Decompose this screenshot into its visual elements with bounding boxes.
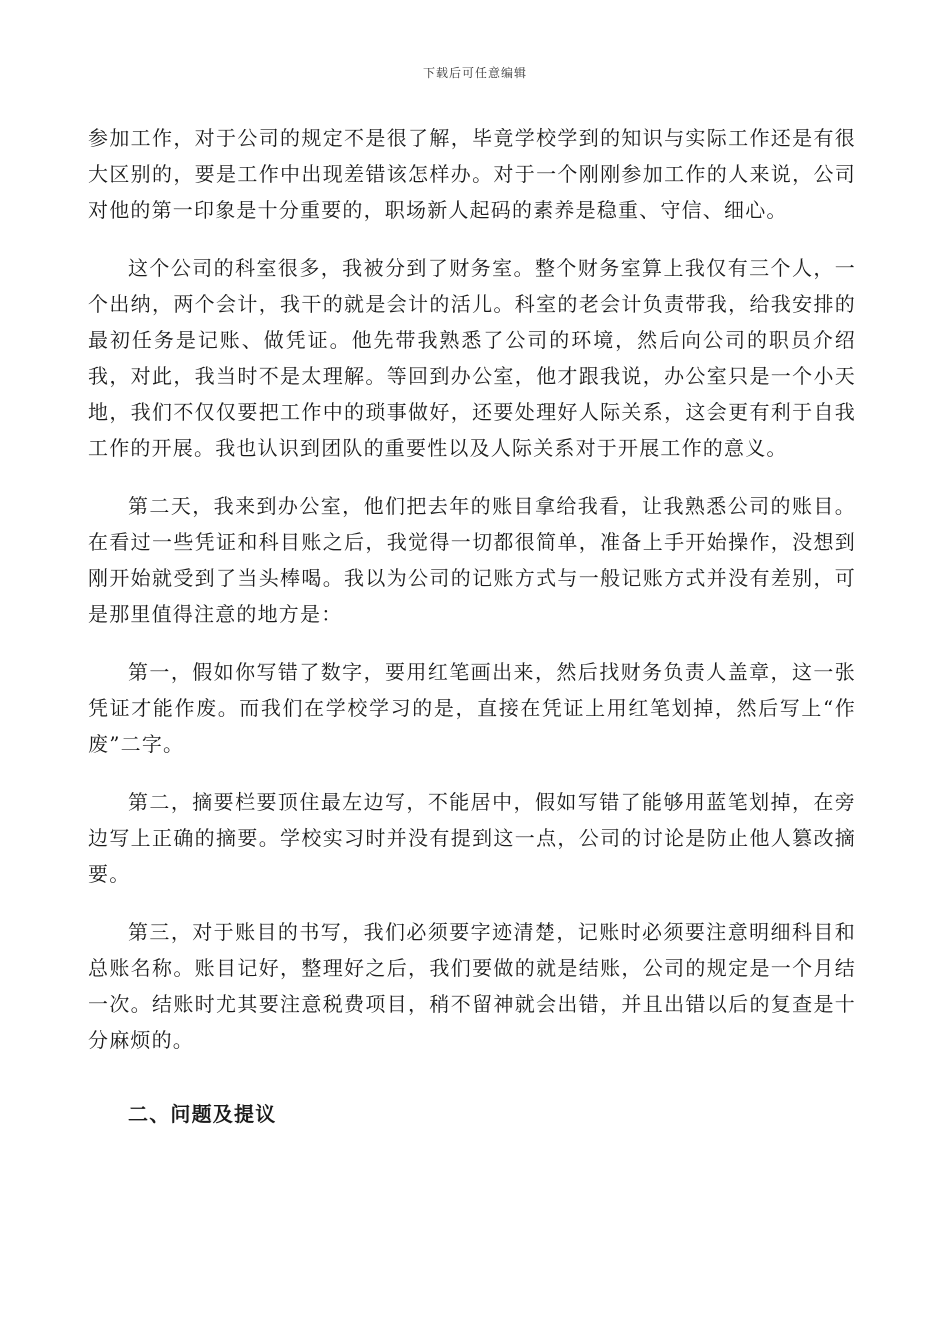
section-heading: 二、问题及提议	[128, 1102, 277, 1126]
paragraph-3: 第二天，我来到办公室，他们把去年的账目拿给我看，让我熟悉公司的账目。在看过一些凭证和科目账之后，我觉得一切都很简单，准备上手开始操作，没想到刚开始就受到了当头棒喝。我以为公司的记账方式与一般记账方式并没有差别，可是那里值得注意的地方是：	[88, 494, 856, 626]
paragraph-4: 第一，假如你写错了数字，要用红笔画出来，然后找财务负责人盖章，这一张凭证才能作废。而我们在学校学习的是，直接在凭证上用红笔划掉，然后写上“作废”二字。	[88, 660, 856, 756]
page-header: 下载后可任意编辑	[422, 66, 527, 80]
paragraph-2: 这个公司的科室很多，我被分到了财务室。整个财务室算上我仅有三个人，一个出纳，两个会计，我干的就是会计的活儿。科室的老会计负责带我，给我安排的最初任务是记账、做凭证。他先带我熟悉了公司的环境，然后向公司的职员介绍我，对此，我当时不是太理解。等回到办公室，他才跟我说，办公室只是一个小天地，我们不仅仅要把工作中的琐事做好，还要处理好人际关系，这会更有利于自我工作的开展。我也认识到团队的重要性以及人际关系对于开展工作的意义。	[88, 256, 856, 460]
paragraph-5: 第二，摘要栏要顶住最左边写，不能居中，假如写错了能够用蓝笔划掉，在旁边写上正确的摘要。学校实习时并没有提到这一点，公司的讨论是防止他人篡改摘要。	[88, 790, 856, 886]
paragraph-6: 第三，对于账目的书写，我们必须要字迹清楚，记账时必须要注意明细科目和总账名称。账目记好，整理好之后，我们要做的就是结账，公司的规定是一个月结一次。结账时尤其要注意税费项目，稍不留神就会出错，并且出错以后的复查是十分麻烦的。	[88, 920, 856, 1052]
document-body	[88, 120, 856, 1132]
paragraph-1: 参加工作，对于公司的规定不是很了解，毕竟学校学到的知识与实际工作还是有很大区别的，要是工作中出现差错该怎样办。对于一个刚刚参加工作的人来说，公司对他的第一印象是十分重要的，职场新人起码的素养是稳重、守信、细心。	[88, 126, 856, 222]
